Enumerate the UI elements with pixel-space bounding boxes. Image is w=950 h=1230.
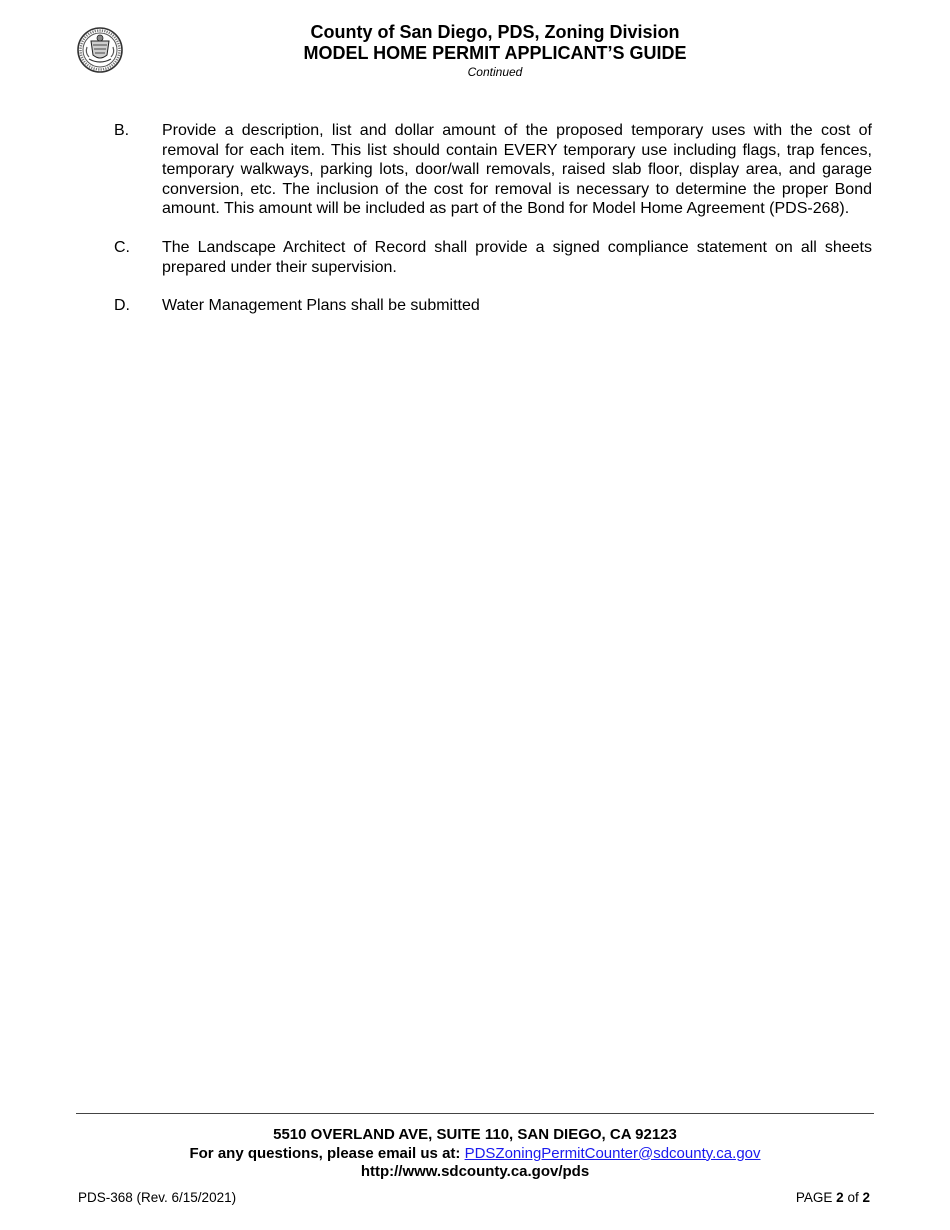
page-label: PAGE <box>795 1190 833 1205</box>
page-number <box>796 1190 870 1205</box>
form-id: PDS-368 (Rev. 6/15/2021) <box>78 1190 237 1205</box>
page-current: 2 <box>836 1190 844 1205</box>
page-header <box>100 22 890 80</box>
list-item <box>114 296 872 316</box>
footer-address: 5510 OVERLAND AVE, SUITE 110, SAN DIEGO, CA 92123 <box>273 1126 677 1143</box>
email-link[interactable]: PDSZoningPermitCounter@sdcounty.ca.gov <box>464 1144 761 1162</box>
page-footer <box>76 1126 874 1182</box>
list-item-letter: D. <box>114 297 130 315</box>
footer-questions-label: For any questions, please email us at: <box>189 1144 461 1162</box>
list-item <box>114 238 872 277</box>
list-item-text: The Landscape Architect of Record shall provide a signed compliance statement on all sheets prepared under their supervision. <box>162 238 872 276</box>
list-item-letter: B. <box>114 122 130 139</box>
header-title-guide: MODEL HOME PERMIT APPLICANT’S GUIDE <box>303 43 687 63</box>
footer-divider <box>76 1113 874 1114</box>
footer-website: http://www.sdcounty.ca.gov/pds <box>360 1163 590 1180</box>
list-item-text: Provide a description, list and dollar amount of the proposed temporary uses with the cost of removal for each item. This list should contain EVERY temporary use including flags, trap fences, temporary walkways, parking lots, door/wall removals, raised slab floor, display area, and garage conversion, etc. The inclusion of the cost for removal is necessary to determine the proper Bond amount. This amount will be included as part of the Bond for Model Home Agreement (PDS-268). <box>162 122 872 218</box>
page-total: 2 <box>862 1190 870 1205</box>
list-item <box>114 121 872 219</box>
footer-contact-line <box>76 1145 874 1164</box>
page-of: of <box>847 1190 859 1205</box>
header-subtitle: Continued <box>467 65 523 79</box>
header-title-county: County of San Diego, PDS, Zoning Division <box>310 22 680 42</box>
list-item-letter: C. <box>114 238 130 256</box>
list-item-text: Water Management Plans shall be submitted <box>162 297 480 315</box>
requirements-list <box>114 121 872 335</box>
